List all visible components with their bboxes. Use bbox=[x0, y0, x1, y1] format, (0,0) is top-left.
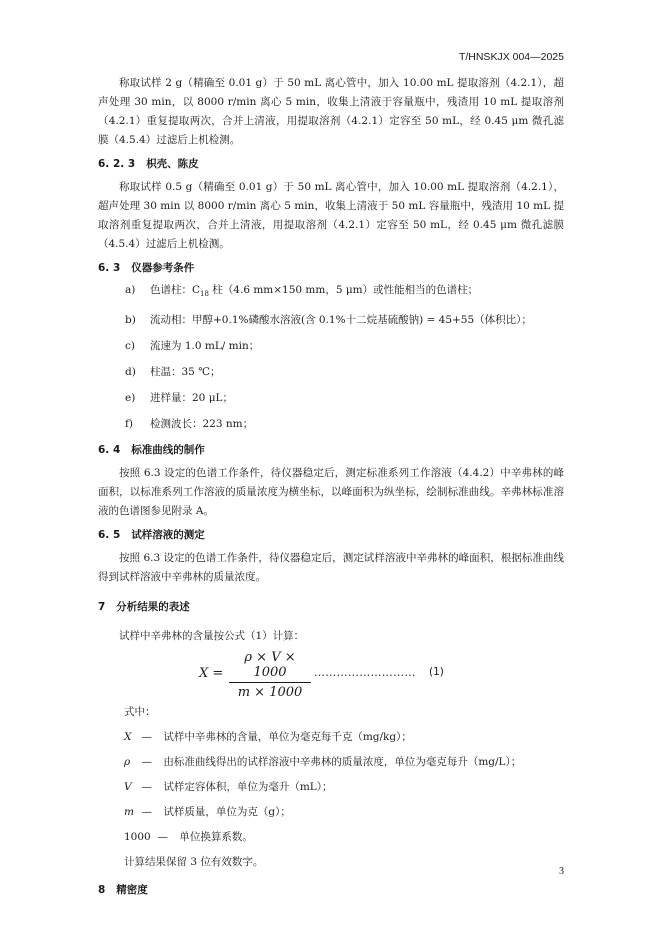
section-6-2-3-paragraph: 称取试样 0.5 g（精确至 0.01 g）于 50 mL 离心管中，加入 10.00 mL 提取溶剂（4.2.1），超声处理 30 min 以 8000 r/min 离心 5 min，收集上清液于 50 mL 容量瓶中，残渣用 10 mL 提取溶剂重复提取两次，合并上清液，用提取溶剂（4.2.1）定容至 50 mL，经 0.45 μm 微孔滤膜（4.5.4）过滤后上机检测。 bbox=[98, 181, 564, 250]
variable-definition bbox=[124, 804, 564, 820]
condition-item-d bbox=[125, 364, 564, 380]
em-dash: — bbox=[157, 831, 168, 844]
condition-item-b bbox=[125, 312, 564, 328]
section-7-heading: 7 分析结果的表述 bbox=[98, 601, 190, 614]
variable-definition bbox=[124, 729, 564, 745]
item-marker: a) bbox=[125, 284, 136, 296]
formula-denominator: m × 1000 bbox=[237, 685, 303, 701]
formula-intro: 试样中辛弗林的含量按公式（1）计算： bbox=[119, 630, 305, 643]
variable-symbol: m bbox=[124, 806, 134, 819]
item-text: 流速为 1.0 mL/ min； bbox=[150, 340, 260, 353]
section-6-2-2-paragraph: 称取试样 2 g（精确至 0.01 g）于 50 mL 离心管中，加入 10.00 mL 提取溶剂（4.2.1），超声处理 30 min，以 8000 r/min 离心 5 min，收集上清液于容量瓶中，残渣用 10 mL 提取溶剂（4.2.1）重复提取两次，合并上清液，用提取溶剂（4.2.1）定容至 50 mL，经 0.45 μm 微孔滤膜（4.5.4）过滤后上机检测。 bbox=[98, 77, 564, 146]
variable-symbol: ρ bbox=[124, 756, 131, 769]
item-text: 进样量：20 μL； bbox=[150, 392, 233, 405]
variable-symbol: X bbox=[124, 731, 132, 744]
item-text: 柱温：35 ℃； bbox=[150, 366, 221, 379]
formula-fraction bbox=[229, 650, 311, 700]
variable-description: 单位换算系数。 bbox=[179, 831, 253, 844]
variable-description: 试样定容体积，单位为毫升（mL）； bbox=[163, 781, 333, 794]
where-label: 式中： bbox=[124, 706, 156, 719]
formula-leader-dots: ……………………… bbox=[314, 666, 416, 680]
page-number: 3 bbox=[559, 866, 564, 877]
variable-description: 试样中辛弗林的含量，单位为毫克每千克（mg/kg）； bbox=[163, 731, 412, 744]
item-marker: f) bbox=[125, 418, 133, 431]
item-marker: e) bbox=[125, 392, 136, 405]
item-marker: c) bbox=[125, 340, 135, 353]
section-6-4-heading: 6. 4 标准曲线的制作 bbox=[98, 444, 205, 457]
formula-1 bbox=[98, 650, 564, 704]
section-6-5-heading: 6. 5 试样溶液的测定 bbox=[98, 529, 205, 542]
variable-description: 由标准曲线得出的试样溶液中辛弗林的质量浓度，单位为毫克每升（mg/L）； bbox=[163, 756, 522, 769]
standard-number: T/HNSKJX 004—2025 bbox=[458, 51, 564, 63]
item-subscript: 18 bbox=[200, 290, 209, 299]
item-text: 流动相：甲醇+0.1%磷酸水溶液(含 0.1%十二烷基硫酸钠) = 45+55（体积比）； bbox=[150, 314, 532, 327]
section-6-3-heading: 6. 3 仪器参考条件 bbox=[98, 262, 195, 274]
variable-symbol: 1000 bbox=[124, 831, 151, 844]
section-6-4-paragraph: 按照 6.3 设定的色谱工作条件，待仪器稳定后，测定标准系列工作溶液（4.4.2）中辛弗林的峰面积，以标准系列工作溶液的质量浓度为横坐标，以峰面积为纵坐标，绘制标准曲线。辛弗林标准溶液的色谱图参见附录 A。 bbox=[98, 467, 564, 518]
variable-symbol: V bbox=[124, 781, 132, 794]
item-text: 柱（4.6 mm×150 mm，5 μm）或性能相当的色谱柱； bbox=[208, 284, 479, 296]
item-marker: b) bbox=[125, 314, 136, 327]
item-text: 检测波长：223 nm； bbox=[150, 418, 254, 431]
formula-lhs: X = bbox=[199, 666, 224, 682]
section-6-2-3-heading: 6. 2. 3 枳壳、陈皮 bbox=[98, 158, 199, 170]
em-dash: — bbox=[141, 806, 152, 819]
condition-item-a bbox=[125, 282, 564, 302]
em-dash: — bbox=[141, 756, 152, 769]
variable-definition bbox=[124, 829, 564, 845]
item-text: 色谱柱：C bbox=[150, 284, 201, 296]
variable-definition bbox=[124, 754, 564, 770]
formula-number: (1) bbox=[429, 666, 444, 679]
formula-numerator: ρ × V × 1000 bbox=[229, 650, 311, 683]
section-6-5-paragraph: 按照 6.3 设定的色谱工作条件，待仪器稳定后，测定试样溶液中辛弗林的峰面积，根据标准曲线得到试样溶液中辛弗林的质量浓度。 bbox=[98, 552, 564, 584]
condition-item-e bbox=[125, 390, 564, 406]
document-body bbox=[98, 74, 564, 910]
em-dash: — bbox=[141, 731, 152, 744]
section-8-heading: 8 精密度 bbox=[98, 884, 148, 897]
em-dash: — bbox=[141, 781, 152, 794]
condition-item-c bbox=[125, 338, 564, 354]
item-marker: d) bbox=[125, 366, 136, 379]
variable-definition bbox=[124, 779, 564, 795]
result-note: 计算结果保留 3 位有效数字。 bbox=[124, 856, 264, 869]
variable-description: 试样质量，单位为克（g）； bbox=[163, 806, 291, 819]
condition-item-f bbox=[125, 416, 564, 432]
